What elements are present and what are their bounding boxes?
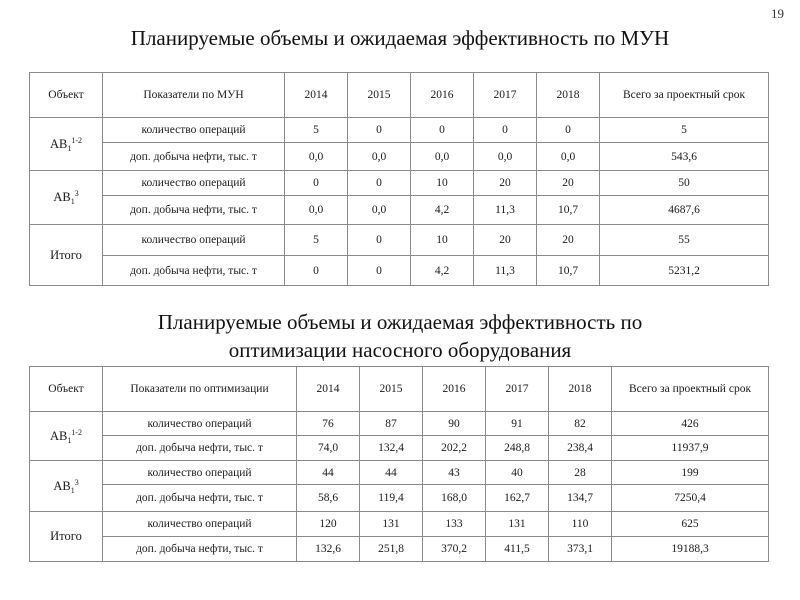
header-indicator: Показатели по оптимизации [103, 367, 297, 412]
total-cell: 5 [600, 118, 769, 143]
indicator-cell: доп. добыча нефти, тыс. т [103, 537, 297, 562]
total-cell: 19188,3 [612, 537, 769, 562]
value-cell: 133 [423, 512, 486, 537]
value-cell: 132,6 [297, 537, 360, 562]
object-subscript: 1 [70, 485, 75, 495]
table-row [30, 143, 769, 171]
table-row [30, 461, 769, 485]
value-cell: 87 [360, 412, 423, 436]
value-cell: 202,2 [423, 436, 486, 461]
object-superscript: 1-2 [71, 427, 83, 437]
object-superscript: 3 [74, 189, 79, 198]
total-cell: 11937,9 [612, 436, 769, 461]
table2-title [0, 308, 800, 364]
value-cell: 10,7 [537, 256, 600, 286]
table-row [30, 436, 769, 461]
object-label: Итого [50, 247, 82, 262]
object-name: АВ [53, 190, 71, 204]
indicator-cell: доп. добыча нефти, тыс. т [103, 436, 297, 461]
table-row [30, 225, 769, 256]
indicator-cell: количество операций [103, 412, 297, 436]
value-cell: 238,4 [549, 436, 612, 461]
value-cell: 82 [549, 412, 612, 436]
table-body [30, 412, 769, 562]
indicator-cell: доп. добыча нефти, тыс. т [103, 196, 285, 225]
value-cell: 44 [297, 461, 360, 485]
value-cell: 44 [360, 461, 423, 485]
header-object: Объект [30, 73, 103, 118]
value-cell: 370,2 [423, 537, 486, 562]
value-cell: 10,7 [537, 196, 600, 225]
value-cell: 5 [285, 118, 348, 143]
header-year: 2017 [486, 367, 549, 412]
indicator-cell: количество операций [103, 512, 297, 537]
value-cell: 110 [549, 512, 612, 537]
object-name: АВ [49, 428, 68, 443]
value-cell: 0,0 [285, 143, 348, 171]
value-cell: 251,8 [360, 537, 423, 562]
header-year: 2016 [423, 367, 486, 412]
header-year: 2018 [549, 367, 612, 412]
table-row [30, 537, 769, 562]
object-name: АВ [49, 136, 68, 151]
value-cell: 168,0 [423, 485, 486, 512]
total-cell: 543,6 [600, 143, 769, 171]
header-total: Всего за проектный срок [612, 367, 769, 412]
value-cell: 10 [411, 225, 474, 256]
indicator-cell: количество операций [103, 461, 297, 485]
table-row [30, 412, 769, 436]
value-cell: 0,0 [474, 143, 537, 171]
value-cell: 0,0 [411, 143, 474, 171]
value-cell: 10 [411, 171, 474, 196]
object-cell [30, 461, 103, 512]
table1-title: Планируемые объемы и ожидаемая эффективность по МУН [130, 26, 670, 50]
value-cell: 373,1 [549, 537, 612, 562]
table2-title-line2: оптимизации насосного оборудования [228, 338, 572, 362]
value-cell: 162,7 [486, 485, 549, 512]
value-cell: 119,4 [360, 485, 423, 512]
value-cell: 20 [537, 225, 600, 256]
indicator-cell: количество операций [103, 171, 285, 196]
indicator-cell: доп. добыча нефти, тыс. т [103, 256, 285, 286]
header-year: 2014 [297, 367, 360, 412]
pump-optimization-table [29, 366, 769, 562]
object-subscript: 1 [67, 435, 72, 445]
value-cell: 74,0 [297, 436, 360, 461]
total-cell: 4687,6 [600, 196, 769, 225]
object-subscript: 1 [67, 143, 72, 153]
value-cell: 91 [486, 412, 549, 436]
table-row [30, 512, 769, 537]
value-cell: 132,4 [360, 436, 423, 461]
value-cell: 76 [297, 412, 360, 436]
value-cell: 0 [537, 118, 600, 143]
indicator-cell: доп. добыча нефти, тыс. т [103, 485, 297, 512]
value-cell: 20 [474, 171, 537, 196]
header-year: 2016 [411, 73, 474, 118]
table-body [30, 118, 769, 286]
total-cell: 50 [600, 171, 769, 196]
value-cell: 248,8 [486, 436, 549, 461]
total-cell: 426 [612, 412, 769, 436]
value-cell: 0,0 [348, 196, 411, 225]
value-cell: 28 [549, 461, 612, 485]
value-cell: 90 [423, 412, 486, 436]
value-cell: 43 [423, 461, 486, 485]
value-cell: 0 [348, 256, 411, 286]
total-cell: 7250,4 [612, 485, 769, 512]
value-cell: 120 [297, 512, 360, 537]
header-year: 2015 [348, 73, 411, 118]
object-name: АВ [53, 478, 71, 493]
table2-title-line1: Планируемые объемы и ожидаемая эффективность по [157, 310, 643, 334]
total-cell: 199 [612, 461, 769, 485]
indicator-cell: доп. добыча нефти, тыс. т [103, 143, 285, 171]
object-label: Итого [50, 529, 82, 543]
value-cell: 40 [486, 461, 549, 485]
value-cell: 0,0 [348, 143, 411, 171]
object-subscript: 1 [70, 197, 75, 206]
total-cell: 5231,2 [600, 256, 769, 286]
value-cell: 4,2 [411, 256, 474, 286]
object-cell [30, 171, 103, 225]
object-cell [30, 225, 103, 286]
header-total: Всего за проектный срок [600, 73, 769, 118]
value-cell: 411,5 [486, 537, 549, 562]
total-cell: 55 [600, 225, 769, 256]
value-cell: 131 [486, 512, 549, 537]
value-cell: 0 [285, 171, 348, 196]
header-year: 2014 [285, 73, 348, 118]
header-object: Объект [30, 367, 103, 412]
value-cell: 0 [411, 118, 474, 143]
value-cell: 131 [360, 512, 423, 537]
value-cell: 0,0 [537, 143, 600, 171]
value-cell: 134,7 [549, 485, 612, 512]
value-cell: 4,2 [411, 196, 474, 225]
object-cell [30, 118, 103, 171]
table-row [30, 485, 769, 512]
value-cell: 11,3 [474, 256, 537, 286]
mun-table [29, 72, 769, 286]
value-cell: 11,3 [474, 196, 537, 225]
slide-number: 19 [771, 6, 784, 21]
value-cell: 0 [348, 225, 411, 256]
value-cell: 0 [285, 256, 348, 286]
value-cell: 0 [348, 118, 411, 143]
header-year: 2015 [360, 367, 423, 412]
object-superscript: 3 [74, 477, 79, 487]
value-cell: 0 [348, 171, 411, 196]
value-cell: 0,0 [285, 196, 348, 225]
table-row [30, 118, 769, 143]
header-year: 2017 [474, 73, 537, 118]
value-cell: 58,6 [297, 485, 360, 512]
object-cell [30, 512, 103, 562]
table-row [30, 196, 769, 225]
value-cell: 20 [537, 171, 600, 196]
object-cell [30, 412, 103, 461]
header-year: 2018 [537, 73, 600, 118]
indicator-cell: количество операций [103, 118, 285, 143]
table-row [30, 256, 769, 286]
indicator-cell: количество операций [103, 225, 285, 256]
value-cell: 20 [474, 225, 537, 256]
header-indicator: Показатели по МУН [103, 73, 285, 118]
total-cell: 625 [612, 512, 769, 537]
value-cell: 0 [474, 118, 537, 143]
object-superscript: 1-2 [71, 135, 83, 145]
table-row [30, 171, 769, 196]
value-cell: 5 [285, 225, 348, 256]
